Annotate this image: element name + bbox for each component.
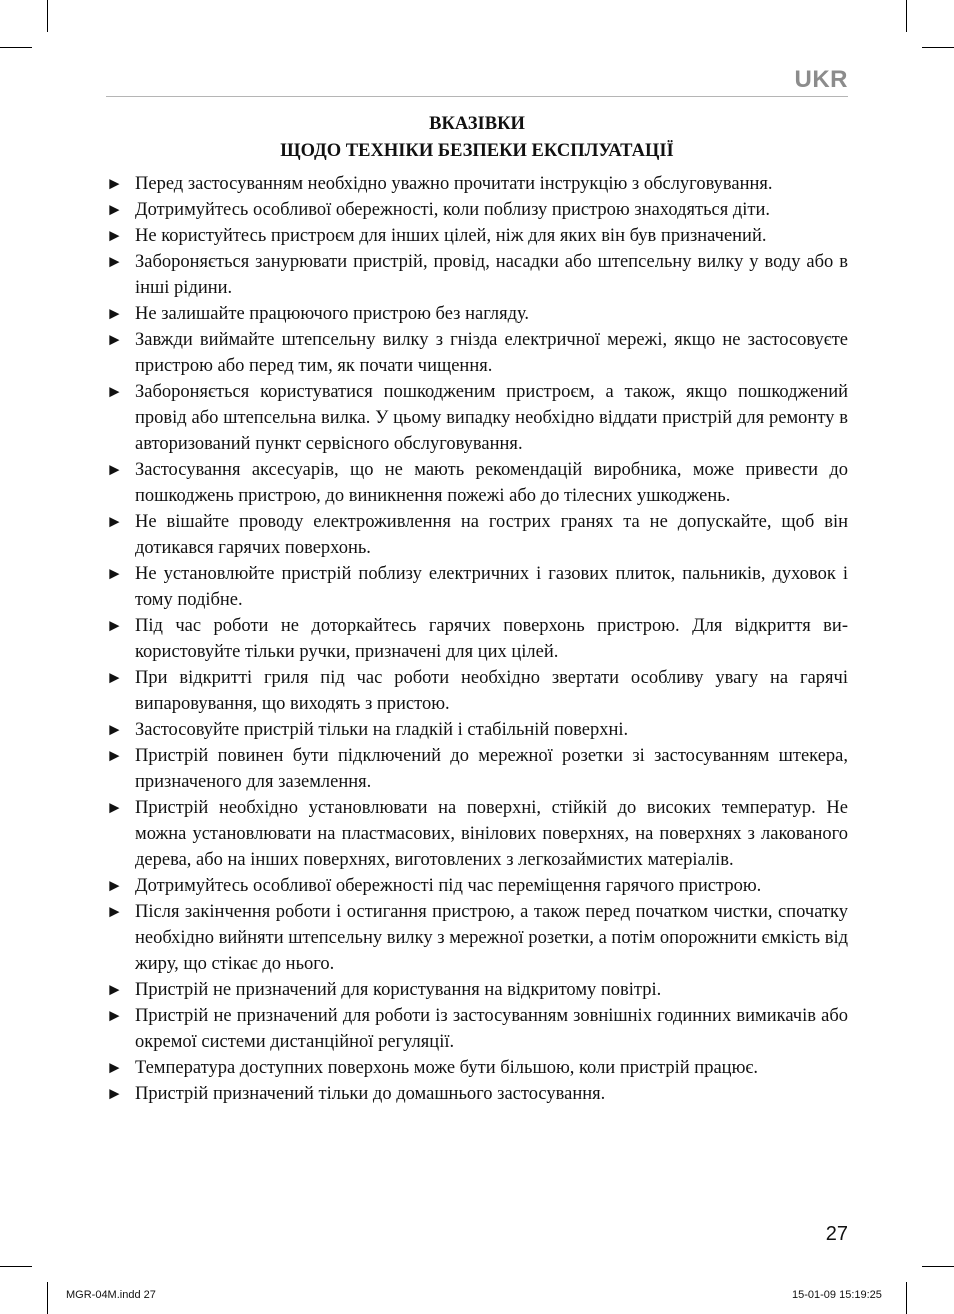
page-title bbox=[106, 111, 848, 165]
list-item-text: Дотримуйтесь особливої обережності, коли поблизу пристрою знаходяться діти. bbox=[135, 200, 771, 220]
list-item bbox=[106, 379, 848, 457]
crop-mark-right-bottom bbox=[922, 1266, 954, 1267]
crop-mark-right-top bbox=[922, 47, 954, 48]
list-item-text: Дотримуйтесь особливої обережності під час переміщення гарячого пристрою. bbox=[135, 876, 762, 896]
safety-instructions-list bbox=[106, 171, 848, 1107]
triangle-bullet-icon: ► bbox=[106, 174, 123, 193]
list-item bbox=[106, 743, 848, 795]
list-item-text: Пристрій повинен бути підключений до мережної розетки зі застосуванням штекера, призначеного для заземлення. bbox=[135, 746, 848, 792]
triangle-bullet-icon: ► bbox=[106, 720, 123, 739]
triangle-bullet-icon: ► bbox=[106, 876, 123, 895]
list-item-text: Перед застосуванням необхідно уважно прочитати інструкцію з обслуговування. bbox=[135, 174, 773, 194]
crop-mark-left-top bbox=[0, 47, 32, 48]
triangle-bullet-icon: ► bbox=[106, 460, 123, 479]
list-item-text: Не вішайте проводу електроживлення на гострих гранях та не допускайте, щоб він дотикався гарячих поверхонь. bbox=[135, 512, 848, 558]
triangle-bullet-icon: ► bbox=[106, 616, 123, 635]
list-item-text: Забороняється занурювати пристрій, провід, насадки або штепсельну вилку у воду або в інші рідини. bbox=[135, 252, 848, 298]
list-item bbox=[106, 457, 848, 509]
footer-datetime: 15-01-09 15:19:25 bbox=[792, 1289, 882, 1301]
triangle-bullet-icon: ► bbox=[106, 304, 123, 323]
triangle-bullet-icon: ► bbox=[106, 668, 123, 687]
list-item-text: Забороняється користуватися пошкодженим пристроєм, а також, якщо пошкоджений провід або штепсельна вилка. У цьому випадку необхідно віддати пристрій для ремонту в авторизований пункт сервісного обслуговування. bbox=[135, 382, 848, 454]
triangle-bullet-icon: ► bbox=[106, 1006, 123, 1025]
list-item-text: Після закінчення роботи і остигання пристрою, а також перед початком чистки, спочатку необхідно вийняти штепсельну вилку з мережної розетки, а потім опорожнити ємкість від жиру, що стікає до нього. bbox=[135, 902, 848, 974]
title-line-2: ЩОДО ТЕХНІКИ БЕЗПЕКИ ЕКСПЛУАТАЦІЇ bbox=[280, 141, 674, 161]
triangle-bullet-icon: ► bbox=[106, 382, 123, 401]
header-rule bbox=[106, 96, 848, 97]
list-item bbox=[106, 509, 848, 561]
language-label: UKR bbox=[794, 66, 848, 93]
list-item-text: Пристрій призначений тільки до домашнього застосування. bbox=[135, 1084, 606, 1104]
list-item bbox=[106, 223, 848, 249]
list-item bbox=[106, 1055, 848, 1081]
triangle-bullet-icon: ► bbox=[106, 980, 123, 999]
list-item bbox=[106, 327, 848, 379]
crop-mark-bottom-left bbox=[47, 1282, 48, 1314]
list-item bbox=[106, 795, 848, 873]
list-item bbox=[106, 717, 848, 743]
page-number: 27 bbox=[825, 1223, 848, 1245]
triangle-bullet-icon: ► bbox=[106, 330, 123, 349]
list-item-text: Температура доступних поверхонь може бути більшою, коли пристрій працює. bbox=[135, 1058, 758, 1078]
list-item bbox=[106, 171, 848, 197]
list-item-text: Застосовуйте пристрій тільки на гладкій і стабільній поверхні. bbox=[135, 720, 629, 740]
list-item bbox=[106, 1003, 848, 1055]
triangle-bullet-icon: ► bbox=[106, 798, 123, 817]
list-item bbox=[106, 1081, 848, 1107]
list-item bbox=[106, 301, 848, 327]
crop-mark-bottom-right bbox=[906, 1282, 907, 1314]
triangle-bullet-icon: ► bbox=[106, 1058, 123, 1077]
list-item-text: Пристрій необхідно установлювати на поверхні, стійкій до високих температур. Не можна установлювати на пластмасових, вінілових поверхнях, на поверхнях з лакованого дерева, або на інших поверхнях, виготовлених з легкозаймистих матеріалів. bbox=[135, 798, 848, 870]
triangle-bullet-icon: ► bbox=[106, 226, 123, 245]
crop-mark-left-bottom bbox=[0, 1266, 32, 1267]
triangle-bullet-icon: ► bbox=[106, 512, 123, 531]
list-item bbox=[106, 197, 848, 223]
list-item bbox=[106, 613, 848, 665]
list-item-text: Не користуйтесь пристроєм для інших цілей, ніж для яких він був призначений. bbox=[135, 226, 767, 246]
list-item bbox=[106, 899, 848, 977]
list-item bbox=[106, 873, 848, 899]
triangle-bullet-icon: ► bbox=[106, 252, 123, 271]
list-item bbox=[106, 977, 848, 1003]
triangle-bullet-icon: ► bbox=[106, 564, 123, 583]
list-item-text: Не залишайте працюючого пристрою без нагляду. bbox=[135, 304, 530, 324]
list-item-text: Пристрій не призначений для користування на відкритому повітрі. bbox=[135, 980, 662, 1000]
footer-file-info: MGR-04M.indd 27 bbox=[66, 1289, 156, 1301]
crop-mark-top-left bbox=[47, 0, 48, 32]
triangle-bullet-icon: ► bbox=[106, 902, 123, 921]
list-item-text: Під час роботи не доторкайтесь гарячих поверхонь пристрою. Для відкриття використовуйте тільки ручки, призначені для цих цілей. bbox=[135, 616, 848, 662]
list-item-text: Не установлюйте пристрій поблизу електричних і газових плиток, пальників, духовок і тому подібне. bbox=[135, 564, 848, 610]
crop-mark-top-right bbox=[906, 0, 907, 32]
list-item bbox=[106, 665, 848, 717]
triangle-bullet-icon: ► bbox=[106, 200, 123, 219]
title-line-1: ВКАЗІВКИ bbox=[429, 114, 525, 134]
list-item-text: Пристрій не призначений для роботи із застосуванням зовнішніх годинних вимикачів або окремої системи дистанційної регуляції. bbox=[135, 1006, 848, 1052]
list-item bbox=[106, 249, 848, 301]
triangle-bullet-icon: ► bbox=[106, 1084, 123, 1103]
list-item bbox=[106, 561, 848, 613]
list-item-text: Завжди виймайте штепсельну вилку з гнізда електричної мережі, якщо не застосовуєте пристрою або перед тим, як почати чищення. bbox=[135, 330, 848, 376]
list-item-text: Застосування аксесуарів, що не мають рекомендацій виробника, може привести до пошкоджень пристрою, до виникнення пожежі або до тілесних ушкоджень. bbox=[135, 460, 848, 506]
list-item-text: При відкритті гриля під час роботи необхідно звертати особливу увагу на гарячі випаровування, що виходять з пристою. bbox=[135, 668, 848, 714]
triangle-bullet-icon: ► bbox=[106, 746, 123, 765]
